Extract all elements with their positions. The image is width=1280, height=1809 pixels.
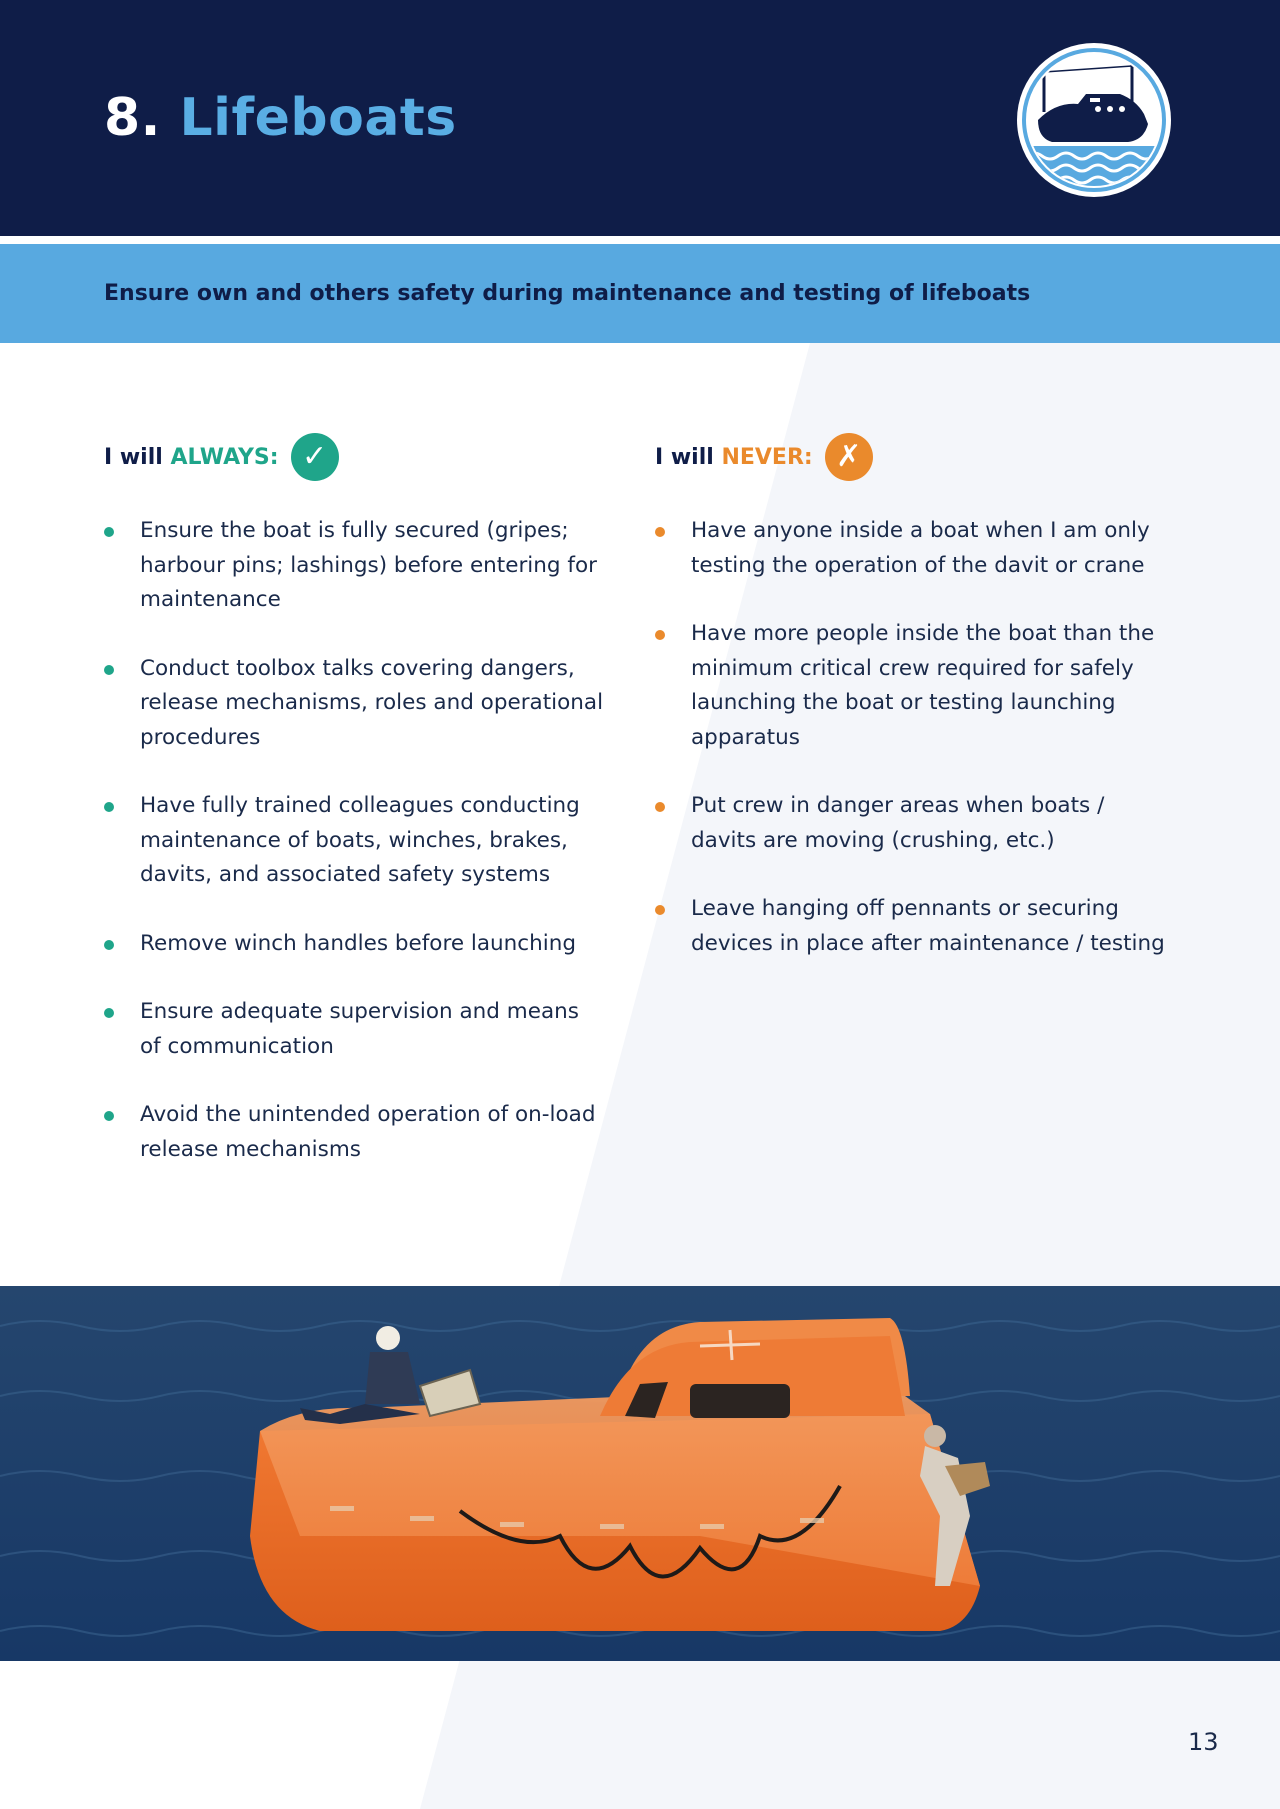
list-item-text: Have more people inside the boat than the minimum critical crew required for safely launching the boat or testing launching apparatus (691, 621, 1155, 750)
list-item (655, 617, 1175, 755)
list-item-text: Leave hanging off pennants or securing devices in place after maintenance / testing (691, 896, 1165, 956)
bullet-icon (104, 802, 114, 812)
subheader-text: Ensure own and others safety during maintenance and testing of lifeboats (104, 281, 1031, 306)
bullet-icon (104, 940, 114, 950)
header-divider (0, 236, 1280, 244)
list-item-text: Conduct toolbox talks covering dangers, release mechanisms, roles and operational procedures (140, 655, 604, 750)
always-list (104, 514, 604, 1167)
bullet-icon (655, 630, 665, 640)
list-item (104, 1098, 604, 1167)
list-item-text: Remove winch handles before launching (140, 930, 576, 956)
bullet-icon (104, 527, 114, 537)
list-item (104, 514, 604, 618)
page-number: 13 (1188, 1728, 1219, 1756)
bullet-icon (104, 665, 114, 675)
always-label (104, 445, 279, 470)
subheader-band (0, 244, 1280, 343)
never-column (655, 432, 1175, 995)
page-header (0, 0, 1280, 236)
section-title: Lifeboats (179, 88, 457, 148)
check-icon: ✓ (291, 433, 339, 481)
list-item (104, 652, 604, 756)
list-item-text: Have anyone inside a boat when I am only testing the operation of the davit or crane (691, 518, 1150, 578)
list-item (655, 892, 1175, 961)
page-title (104, 88, 457, 148)
lifeboat-on-waves-icon (1016, 42, 1172, 198)
list-item-text: Put crew in danger areas when boats / davits are moving (crushing, etc.) (691, 793, 1105, 853)
list-item-text: Ensure the boat is fully secured (gripes; harbour pins; lashings) before entering for maintenance (140, 518, 597, 612)
section-number: 8. (104, 88, 161, 148)
bullet-icon (104, 1008, 114, 1018)
list-item-text: Ensure adequate supervision and means of communication (140, 999, 579, 1059)
never-list (655, 514, 1175, 961)
bullet-icon (104, 1111, 114, 1121)
never-label-prefix: I will (655, 444, 722, 470)
bullet-icon (655, 905, 665, 915)
bullet-icon (655, 802, 665, 812)
cross-icon: ✗ (825, 433, 873, 481)
lifeboat-photo (0, 1286, 1280, 1661)
always-label-accent: ALWAYS: (170, 444, 279, 470)
list-item (655, 514, 1175, 583)
list-item (104, 927, 604, 962)
list-item (655, 789, 1175, 858)
always-heading (104, 432, 604, 482)
never-heading (655, 432, 1175, 482)
never-label (655, 445, 813, 470)
list-item (104, 995, 604, 1064)
list-item-text: Have fully trained colleagues conducting maintenance of boats, winches, brakes, davits, and associated safety systems (140, 793, 580, 887)
always-column (104, 432, 604, 1201)
always-label-prefix: I will (104, 444, 171, 470)
never-label-accent: NEVER: (721, 444, 813, 470)
bullet-icon (655, 527, 665, 537)
list-item-text: Avoid the unintended operation of on-load release mechanisms (140, 1102, 596, 1162)
list-item (104, 789, 604, 893)
